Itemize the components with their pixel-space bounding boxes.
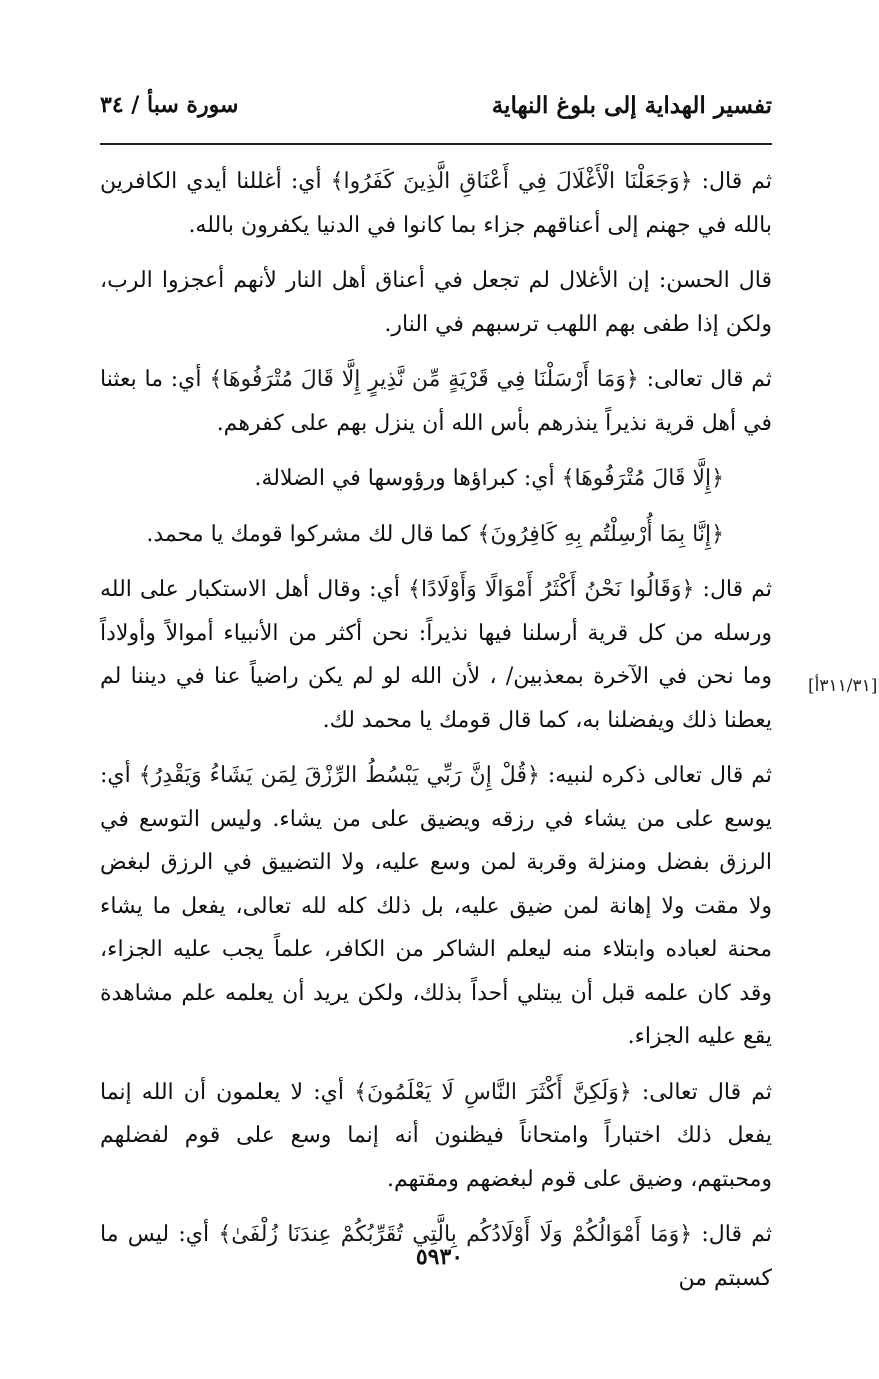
paragraph-1 (100, 160, 772, 247)
paragraph-3 (100, 358, 772, 445)
paragraph-intro: ثم قال: (702, 577, 773, 602)
paragraph-text: قال الحسن: إن الأغلال لم تجعل في أعناق أهل النار لأنهم أعجزوا الرب، ولكن إذا طفى بهم اللهب ترسبهم في النار. (100, 268, 772, 337)
paragraph-text: أي: ما بعثنا في أهل قرية نذيراً ينذرهم بأس الله أن ينزل بهم على كفرهم. (100, 367, 772, 436)
paragraph-text: أي: كبراؤها ورؤوسها في الضلالة. (254, 466, 555, 491)
running-header (100, 92, 772, 132)
paragraph-intro: ثم قال: (701, 1222, 772, 1247)
paragraph-text: كما قال لك مشركوا قومك يا محمد. (146, 521, 471, 547)
quran-verse: ﴿قُلْ إِنَّ رَبِّي يَبْسُطُ الرِّزْقَ لِمَن يَشَاءُ وَيَقْدِرُ﴾ (138, 763, 540, 788)
main-text (100, 160, 772, 1312)
paragraph-intro: ثم قال تعالى: (641, 1079, 772, 1105)
paragraph-intro: ثم قال: (701, 169, 773, 194)
paragraph-text: أي: أغللنا أيدي الكافرين بالله في جهنم إلى أعناقهم جزاء بما كانوا في الدنيا يكفرون بالله. (100, 169, 772, 238)
quran-verse: ﴿وَجَعَلْنَا الْأَغْلَالَ فِي أَعْنَاقِ الَّذِينَ كَفَرُوا﴾ (330, 169, 693, 194)
paragraph-8 (100, 1071, 772, 1202)
surah-label: سورة سبأ / ٣٤ (100, 92, 239, 118)
paragraph-text: أي: ليس ما كسبتم من (100, 1222, 772, 1291)
paragraph-5 (100, 513, 772, 557)
book-title: تفسير الهداية إلى بلوغ النهاية (491, 92, 772, 119)
paragraph-6 (100, 568, 772, 742)
manuscript-folio-note: [٣١١/٣١أ] (808, 676, 878, 696)
quran-verse: ﴿وَمَا أَرْسَلْنَا فِي قَرْيَةٍ مِّن نَّذِيرٍ إِلَّا قَالَ مُتْرَفُوهَا﴾ (209, 367, 639, 392)
quran-verse: ﴿إِلَّا قَالَ مُتْرَفُوهَا﴾ (561, 466, 724, 491)
quran-verse: ﴿وَمَا أَمْوَالُكُمْ وَلَا أَوْلَادُكُم بِالَّتِي تُقَرِّبُكُمْ عِندَنَا زُلْفَىٰ﴾ (218, 1222, 693, 1247)
paragraph-text: أي: لا يعلمون أن الله إنما يفعل ذلك اختباراً وامتحاناً فيظنون أنه إنما وسع على قوم لفضلهم ومحبتهم، وضيق على قوم لبغضهم ومقتهم. (100, 1079, 772, 1192)
paragraph-text: أي: يوسع على من يشاء في رزقه ويضيق على من يشاء. وليس التوسع في الرزق بفضل ومنزلة وقربة لمن وسع عليه، ولا التضييق في الرزق لبغض ولا مقت ولا إهانة لمن ضيق عليه، بل ذلك كله لله تعالى، يفعل ما يشاء محنة لعباده وابتلاء منه ليعلم الشاكر من الكافر، علماً يجب عليه الجزاء، وقد كان علمه قبل أن يبتلي أحداً بذلك، ولكن يريد أن يعلمه علم مشاهدة يقع عليه الجزاء. (100, 763, 772, 1049)
quran-verse: ﴿إِنَّا بِمَا أُرْسِلْتُم بِهِ كَافِرُونَ﴾ (477, 521, 724, 547)
quran-verse: ﴿وَلَكِنَّ أَكْثَرَ النَّاسِ لَا يَعْلَمُونَ﴾ (354, 1079, 632, 1105)
paragraph-7 (100, 754, 772, 1059)
header-divider (100, 143, 772, 145)
paragraph-text: أي: وقال أهل الاستكبار على الله ورسله من كل قرية أرسلنا فيها نذيراً: نحن أكثر من الأنبياء أموالاً وأولاداً وما نحن في الآخرة بمعذبين/ ، لأن الله لو لم يكن راضياً عنا في ديننا لم يعطنا ذلك ويفضلنا به، كما قال قومك يا محمد لك. (100, 577, 772, 733)
quran-verse: ﴿وَقَالُوا نَحْنُ أَكْثَرُ أَمْوَالًا وَأَوْلَادًا﴾ (408, 577, 695, 602)
page-number: ٥٩٣٠ (415, 1244, 464, 1270)
paragraph-2 (100, 259, 772, 346)
paragraph-4 (100, 457, 772, 501)
paragraph-intro: ثم قال تعالى ذكره لنبيه: (547, 763, 772, 788)
paragraph-intro: ثم قال تعالى: (646, 367, 773, 392)
